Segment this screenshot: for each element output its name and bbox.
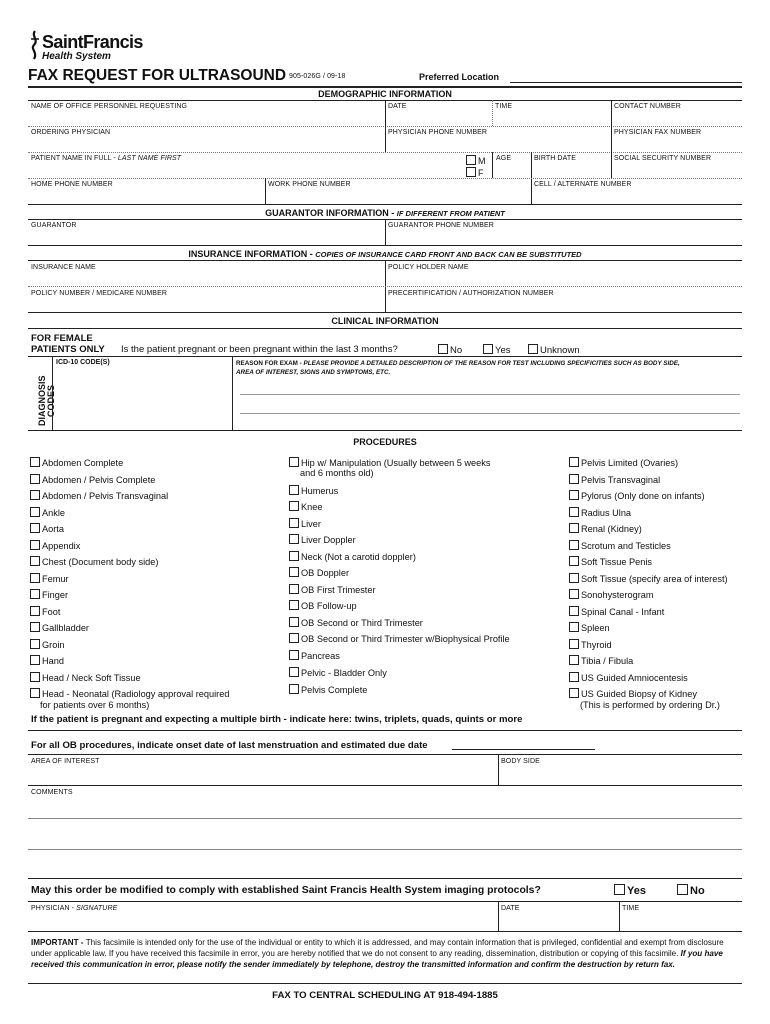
diagnosis-codes-label: DIAGNOSIS CODES: [37, 375, 56, 426]
procedure-radius-ulna-checkbox[interactable]: [569, 507, 631, 519]
checkbox-icon: [569, 589, 579, 599]
checkbox-icon: [569, 606, 579, 616]
body-side-field[interactable]: BODY SIDE: [501, 758, 540, 765]
procedure-head-neck-soft-tissue-checkbox[interactable]: [30, 672, 141, 684]
procedure-appendix-checkbox[interactable]: [30, 540, 80, 552]
checkbox-icon: [289, 650, 299, 660]
preferred-location-field[interactable]: [510, 82, 742, 83]
procedure-liver-doppler-checkbox[interactable]: [289, 534, 356, 546]
procedure-label: Pelvis Limited (Ovaries): [581, 458, 679, 468]
demographic-heading: DEMOGRAPHIC INFORMATION: [318, 89, 452, 99]
birth-date-field[interactable]: BIRTH DATE: [534, 155, 576, 162]
checkbox-icon: [30, 606, 40, 616]
for-female-label: FOR FEMALE: [31, 333, 93, 344]
procedure-label: Pylorus (Only done on infants): [581, 491, 705, 501]
logo-subtitle: Health System: [42, 51, 111, 62]
procedure-label: OB Second or Third Trimester w/Biophysical Profile: [301, 634, 510, 644]
procedure-label: OB Second or Third Trimester: [301, 618, 423, 628]
pregnant-yes-checkbox[interactable]: Yes: [483, 344, 511, 356]
checkbox-icon: [569, 672, 579, 682]
procedure-label: Liver Doppler: [301, 535, 356, 545]
procedure-ob-follow-up-checkbox[interactable]: [289, 600, 357, 612]
procedure-gallbladder-checkbox[interactable]: [30, 622, 89, 634]
procedure-label: Hip w/ Manipulation (Usually between 5 weeks: [301, 458, 491, 468]
checkbox-icon: [30, 457, 40, 467]
procedure-pylorus-only-done-on-infants-checkbox[interactable]: [569, 490, 705, 502]
multiple-birth-note: If the patient is pregnant and expecting a multiple birth - indicate here: twins, triplets, quads, quints or more: [31, 714, 523, 725]
checkbox-icon: [289, 684, 299, 694]
fax-to-footer: FAX TO CENTRAL SCHEDULING AT 918-494-1885: [272, 990, 498, 1001]
procedure-label: Sonohysterogram: [581, 590, 654, 600]
policy-number-field[interactable]: POLICY NUMBER / MEDICARE NUMBER: [31, 290, 167, 297]
procedure-label: OB First Trimester: [301, 585, 376, 595]
procedure-label: Head / Neck Soft Tissue: [42, 673, 141, 683]
logo-name: SaintFrancis: [42, 32, 143, 52]
checkbox-icon: [289, 501, 299, 511]
checkbox-icon: [30, 688, 40, 698]
checkbox-icon: [30, 490, 40, 500]
procedure-abdomen-pelvis-transvaginal-checkbox[interactable]: [30, 490, 168, 502]
procedure-neck-not-a-carotid-doppler-checkbox[interactable]: [289, 551, 416, 563]
ob-dates-field[interactable]: [452, 749, 595, 750]
procedure-pelvis-complete-checkbox[interactable]: [289, 684, 367, 696]
procedure-ob-second-or-third-trimester-w-biophysic-checkbox[interactable]: [289, 633, 510, 645]
procedure-ob-second-or-third-trimester-checkbox[interactable]: [289, 617, 423, 629]
signature-time-field[interactable]: TIME: [622, 905, 640, 912]
procedure-label: Chest (Document body side): [42, 557, 159, 567]
checkbox-icon: [569, 540, 579, 550]
checkbox-icon: [289, 633, 299, 643]
checkbox-icon: [569, 556, 579, 566]
pregnant-unknown-checkbox[interactable]: Unknown: [528, 344, 580, 356]
procedure-label: Gallbladder: [42, 623, 89, 633]
checkbox-icon: [289, 667, 299, 677]
procedure-soft-tissue-specify-area-of-interest-checkbox[interactable]: [569, 573, 728, 585]
cell-phone-field[interactable]: CELL / ALTERNATE NUMBER: [534, 181, 632, 188]
checkbox-icon: [30, 573, 40, 583]
pregnancy-question: Is the patient pregnant or been pregnant within the last 3 months?: [121, 344, 398, 355]
procedure-label: Abdomen / Pelvis Transvaginal: [42, 491, 169, 501]
contact-number-field[interactable]: CONTACT NUMBER: [614, 103, 681, 110]
procedure-label: Aorta: [42, 524, 64, 534]
reason-line-2[interactable]: [240, 413, 740, 414]
procedure-label: Liver: [301, 519, 321, 529]
checkbox-icon: [569, 474, 579, 484]
checkbox-icon: [30, 523, 40, 533]
procedure-humerus-checkbox[interactable]: [289, 485, 338, 497]
modify-order-question: May this order be modified to comply with established Saint Francis Health System imaging protocols?: [31, 885, 541, 896]
procedure-pelvis-limited-ovaries-checkbox[interactable]: [569, 457, 678, 469]
sex-male-checkbox[interactable]: M: [466, 155, 486, 166]
procedure-spleen-checkbox[interactable]: [569, 622, 610, 634]
procedure-label: Foot: [42, 607, 61, 617]
procedure-finger-checkbox[interactable]: [30, 589, 68, 601]
procedure-label: Knee: [301, 502, 323, 512]
procedures-heading: PROCEDURES: [353, 437, 417, 447]
checkbox-icon: [569, 507, 579, 517]
work-phone-field[interactable]: WORK PHONE NUMBER: [268, 181, 351, 188]
procedure-label: Scrotum and Testicles: [581, 541, 671, 551]
procedure-head-neonatal-radiology-approval-require-checkbox[interactable]: [30, 688, 229, 700]
procedure-us-guided-amniocentesis-checkbox[interactable]: [569, 672, 688, 684]
checkbox-icon: [289, 600, 299, 610]
checkbox-icon: [289, 617, 299, 627]
procedure-label: Hand: [42, 656, 64, 666]
guarantor-heading: GUARANTOR INFORMATION - IF DIFFERENT FROM PATIENT: [265, 208, 505, 218]
procedure-label: Pancreas: [301, 651, 340, 661]
checkbox-icon: [289, 457, 299, 467]
procedure-label: US Guided Amniocentesis: [581, 673, 688, 683]
procedure-us-guided-biopsy-of-kidney-checkbox[interactable]: [569, 688, 697, 700]
procedure-sonohysterogram-checkbox[interactable]: [569, 589, 654, 601]
checkbox-icon: [30, 474, 40, 484]
policy-holder-field[interactable]: POLICY HOLDER NAME: [388, 264, 469, 271]
checkbox-icon: [569, 523, 579, 533]
procedure-pelvis-transvaginal-checkbox[interactable]: [569, 474, 660, 486]
procedure-thyroid-checkbox[interactable]: [569, 639, 612, 651]
patients-only-label: PATIENTS ONLY: [31, 344, 105, 355]
procedure-label: Tibia / Fibula: [581, 656, 634, 666]
home-phone-field[interactable]: HOME PHONE NUMBER: [31, 181, 113, 188]
checkbox-icon: [569, 688, 579, 698]
checkbox-icon: [30, 655, 40, 665]
procedure-label: Finger: [42, 590, 69, 600]
insurance-name-field[interactable]: INSURANCE NAME: [31, 264, 96, 271]
procedure-ob-doppler-checkbox[interactable]: [289, 567, 349, 579]
guarantor-phone-field[interactable]: GUARANTOR PHONE NUMBER: [388, 222, 494, 229]
procedure-label: Soft Tissue Penis: [581, 557, 652, 567]
procedure-liver-checkbox[interactable]: [289, 518, 321, 530]
procedure-abdomen-pelvis-complete-checkbox[interactable]: [30, 474, 155, 486]
sex-female-checkbox[interactable]: F: [466, 167, 484, 178]
checkbox-icon: [30, 639, 40, 649]
procedure-hand-checkbox[interactable]: [30, 655, 64, 667]
procedure-chest-document-body-side-checkbox[interactable]: [30, 556, 158, 568]
procedure-label: Neck (Not a carotid doppler): [301, 552, 416, 562]
signature-date-field[interactable]: DATE: [501, 905, 520, 912]
ssn-field[interactable]: SOCIAL SECURITY NUMBER: [614, 155, 712, 162]
ordering-physician-field[interactable]: ORDERING PHYSICIAN: [31, 129, 111, 136]
procedure-label: Ankle: [42, 508, 65, 518]
checkbox-icon: [289, 567, 299, 577]
checkbox-icon: [569, 622, 579, 632]
physician-phone-field[interactable]: PHYSICIAN PHONE NUMBER: [388, 129, 488, 136]
procedure-label: Head - Neonatal (Radiology approval required: [42, 689, 230, 699]
time-field[interactable]: TIME: [495, 103, 513, 110]
physician-signature-field[interactable]: PHYSICIAN - SIGNATURE: [31, 905, 118, 912]
procedure-label: Spinal Canal - Infant: [581, 607, 665, 617]
saint-francis-logo-icon: [28, 30, 42, 60]
procedure-ankle-checkbox[interactable]: [30, 507, 65, 519]
physician-fax-field[interactable]: PHYSICIAN FAX NUMBER: [614, 129, 702, 136]
procedure-label: Pelvic - Bladder Only: [301, 668, 387, 678]
checkbox-icon: [289, 551, 299, 561]
procedure-label: Abdomen / Pelvis Complete: [42, 475, 156, 485]
hip-manipulation-continued: and 6 months old): [300, 468, 374, 478]
header-rule: [28, 86, 742, 88]
checkbox-icon: [569, 639, 579, 649]
office-personnel-field[interactable]: NAME OF OFFICE PERSONNEL REQUESTING: [31, 103, 188, 110]
modify-yes-checkbox[interactable]: Yes: [614, 884, 646, 897]
checkbox-icon: [569, 490, 579, 500]
us-guided-biopsy-continued: (This is performed by ordering Dr.): [580, 700, 720, 710]
procedure-label: OB Doppler: [301, 568, 350, 578]
date-field[interactable]: DATE: [388, 103, 407, 110]
procedure-label: US Guided Biopsy of Kidney: [581, 689, 697, 699]
procedure-label: Appendix: [42, 541, 81, 551]
procedure-scrotum-and-testicles-checkbox[interactable]: [569, 540, 671, 552]
procedure-label: Renal (Kidney): [581, 524, 642, 534]
preferred-location-label: Preferred Location: [419, 72, 500, 82]
page-title: FAX REQUEST FOR ULTRASOUND: [28, 67, 287, 84]
checkbox-icon: [30, 622, 40, 632]
age-field[interactable]: AGE: [496, 155, 512, 162]
procedure-abdomen-complete-checkbox[interactable]: [30, 457, 123, 469]
area-of-interest-field[interactable]: AREA OF INTEREST: [31, 758, 100, 765]
modify-no-checkbox[interactable]: No: [677, 884, 705, 897]
procedure-groin-checkbox[interactable]: [30, 639, 64, 651]
guarantor-field[interactable]: GUARANTOR: [31, 222, 77, 229]
pregnant-no-checkbox[interactable]: No: [438, 344, 462, 356]
procedure-label: Spleen: [581, 623, 610, 633]
procedure-label: Humerus: [301, 486, 339, 496]
procedure-renal-kidney-checkbox[interactable]: [569, 523, 642, 535]
procedure-pancreas-checkbox[interactable]: [289, 650, 340, 662]
precert-field[interactable]: PRECERTIFICATION / AUTHORIZATION NUMBER: [388, 290, 554, 297]
checkbox-icon: [30, 672, 40, 682]
procedure-label: OB Follow-up: [301, 601, 357, 611]
checkbox-icon: [289, 584, 299, 594]
procedure-label: Pelvis Complete: [301, 685, 368, 695]
insurance-heading: INSURANCE INFORMATION - COPIES OF INSURANCE CARD FRONT AND BACK CAN BE SUBSTITUTED: [188, 249, 582, 259]
checkbox-icon: [289, 518, 299, 528]
procedure-label: Abdomen Complete: [42, 458, 124, 468]
ob-dates-label: For all OB procedures, indicate onset date of last menstruation and estimated due date: [31, 740, 428, 751]
procedure-label: Femur: [42, 574, 69, 584]
checkbox-icon: [569, 655, 579, 665]
checkbox-icon: [289, 485, 299, 495]
procedure-tibia-fibula-checkbox[interactable]: [569, 655, 633, 667]
checkbox-icon: [30, 507, 40, 517]
procedure-pelvic-bladder-only-checkbox[interactable]: [289, 667, 387, 679]
procedure-foot-checkbox[interactable]: [30, 606, 60, 618]
checkbox-icon: [569, 457, 579, 467]
checkbox-icon: [30, 556, 40, 566]
procedure-label: Pelvis Transvaginal: [581, 475, 661, 485]
procedure-ob-first-trimester-checkbox[interactable]: [289, 584, 376, 596]
checkbox-icon: [289, 534, 299, 544]
reason-line-1[interactable]: [240, 394, 740, 395]
reason-for-exam-label: REASON FOR EXAM - PLEASE PROVIDE A DETAILED DESCRIPTION OF THE REASON FOR TEST INCLUDING SPECIFICITIES SUCH AS BODY SIDE, AREA OF INTEREST, SIGNS AND SYMPTOMS, ETC.: [236, 360, 680, 376]
comments-field[interactable]: COMMENTS: [31, 789, 73, 796]
icd-codes-field[interactable]: ICD-10 CODE(S): [56, 359, 110, 366]
patient-name-field[interactable]: PATIENT NAME IN FULL - LAST NAME FIRST: [31, 155, 182, 162]
form-code: 905-026G / 09-18: [289, 73, 346, 80]
head-neonatal-continued: for patients over 6 months): [40, 700, 150, 710]
procedure-label: Groin: [42, 640, 65, 650]
procedure-label: Radius Ulna: [581, 508, 632, 518]
important-notice: IMPORTANT - This facsimile is intended only for the use of the individual or entity to which it is addressed, and may contain information that is privileged, confidential and exempt from disclosure under applicable law. If you have received this facsimile in error, you are hereby notified that we do not consent to any reading, dissemination, distribution or copying of this facsimile. If you have received this communication in error, please notify the sender immediately by telephone, destroy the transmitted information and confirm the destruction by return fax.: [31, 938, 724, 969]
procedure-spinal-canal-infant-checkbox[interactable]: [569, 606, 664, 618]
checkbox-icon: [569, 573, 579, 583]
procedure-label: Soft Tissue (specify area of interest): [581, 574, 728, 584]
clinical-heading: CLINICAL INFORMATION: [331, 316, 439, 326]
checkbox-icon: [30, 540, 40, 550]
procedure-label: Thyroid: [581, 640, 612, 650]
procedure-soft-tissue-penis-checkbox[interactable]: [569, 556, 652, 568]
checkbox-icon: [30, 589, 40, 599]
procedure-aorta-checkbox[interactable]: [30, 523, 64, 535]
procedure-femur-checkbox[interactable]: [30, 573, 69, 585]
procedure-knee-checkbox[interactable]: [289, 501, 322, 513]
